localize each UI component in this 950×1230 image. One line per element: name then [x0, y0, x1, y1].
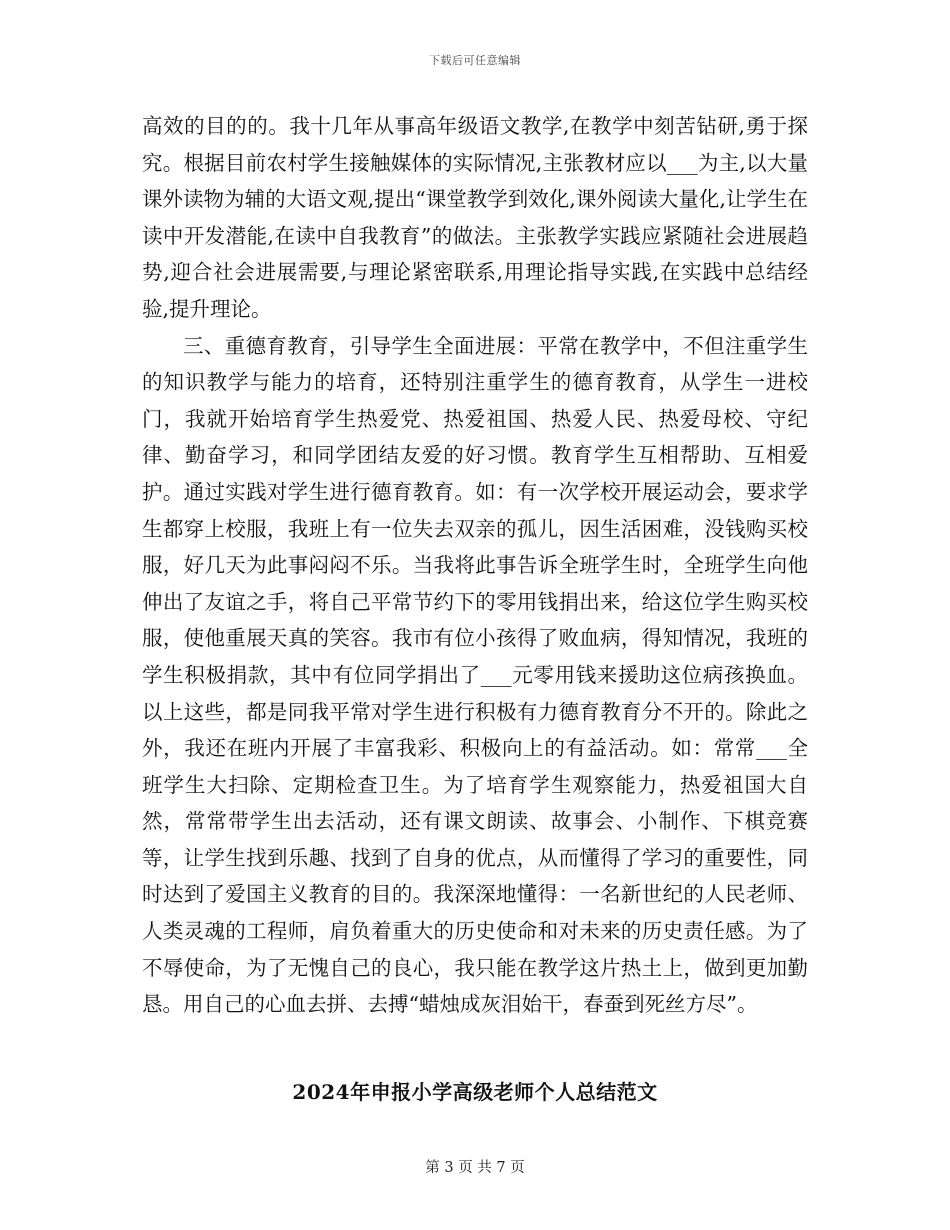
- page-header: 下载后可任意编辑: [429, 54, 521, 67]
- section-title: 2024年申报小学高级老师个人总结范文: [292, 1080, 658, 1104]
- paragraph-moral-education: 三、重德育教育，引导学生全面进展：平常在教学中，不但注重学生的知识教学与能力的培育，还特别注重学生的德育教育，从学生一进校门，我就开始培育学生热爱党、热爱祖国、热爱人民、热爱母校、守纪律、勤奋学习，和同学团结友爱的好习惯。教育学生互相帮助、互相爱护。通过实践对学生进行德育教育。如：有一次学校开展运动会，要求学生都穿上校服，我班上有一位失去双亲的孤儿，因生活困难，没钱购买校服，好几天为此事闷闷不乐。当我将此事告诉全班学生时，全班学生向他伸出了友谊之手，将自己平常节约下的零用钱捐出来，给这位学生购买校服，使他重展天真的笑容。我市有位小孩得了败血病，得知情况，我班的学生积极捐款，其中有位同学捐出了___元零用钱来援助这位病孩换血。以上这些，都是同我平常对学生进行积极有力德育教育分不开的。除此之外，我还在班内开展了丰富我彩、积极向上的有益活动。如：常常___全班学生大扫除、定期检查卫生。为了培育学生观察能力，热爱祖国大自然，常常带学生出去活动，还有课文朗读、故事会、小制作、下棋竞赛等，让学生找到乐趣、找到了自身的优点，从而懂得了学习的重要性，同时达到了爱国主义教育的目的。我深深地懂得：一名新世纪的人民老师、人类灵魂的工程师，肩负着重大的历史使命和对未来的历史责任感。为了不辱使命，为了无愧自己的良心，我只能在教学这片热土上，做到更加勤恳。用自己的心血去拼、去搏“蜡烛成灰泪始干，春蚕到死丝方尽”。: [142, 333, 808, 1017]
- paragraph-continuation: 高效的目的的。我十几年从事高年级语文教学,在教学中刻苦钻研,勇于探究。根据目前农村学生接触媒体的实际情况,主张教材应以___为主,以大量课外读物为辅的大语文观,提出“课堂教学到效化,课外阅读大量化,让学生在读中开发潜能,在读中自我教育”的做法。主张教学实践应紧随社会进展趋势,迎合社会进展需要,与理论紧密联系,用理论指导实践,在实践中总结经验,提升理论。: [142, 114, 808, 321]
- document-body: [142, 108, 808, 1023]
- page-footer: 第 3 页 共 7 页: [425, 1160, 525, 1176]
